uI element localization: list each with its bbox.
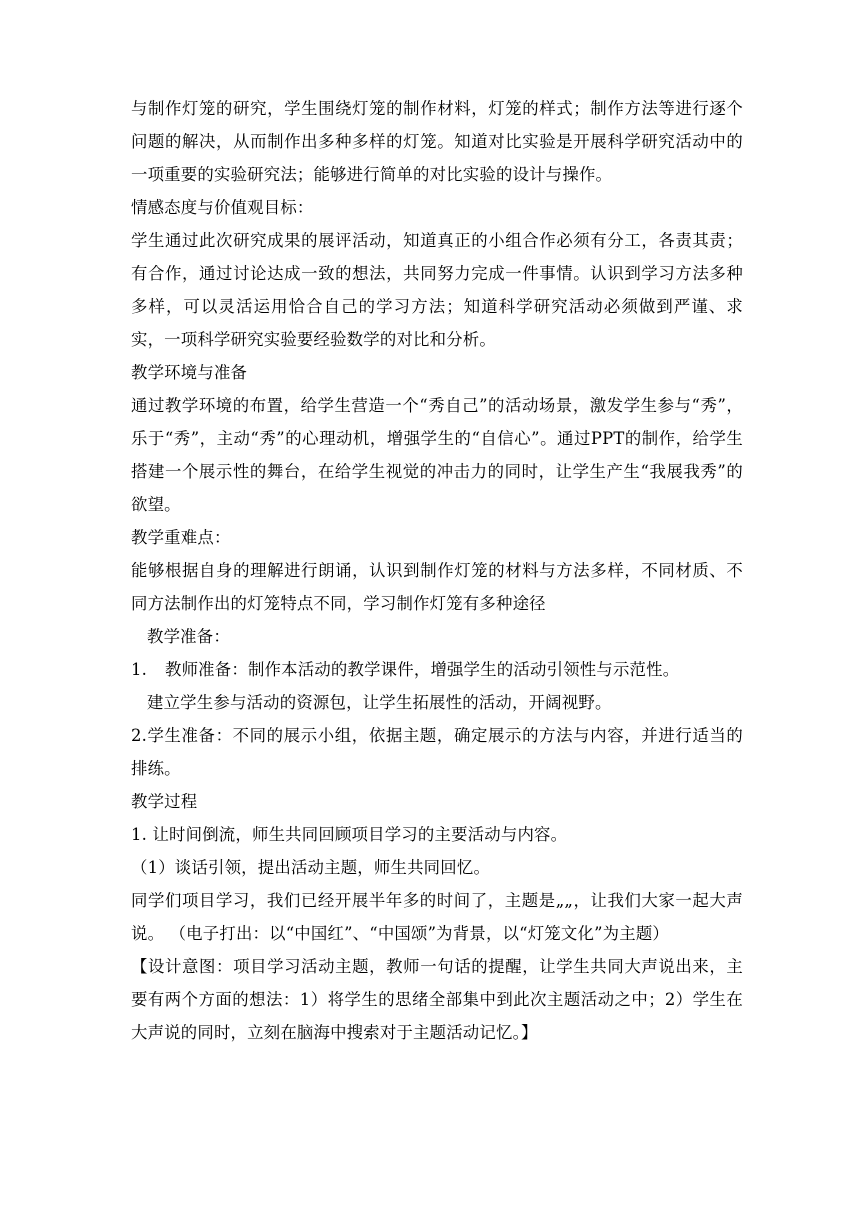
list-number: 1. bbox=[131, 660, 148, 679]
paragraph-step-one: 1. 让时间倒流，师生共同回顾项目学习的主要活动与内容。 bbox=[131, 825, 568, 844]
heading-key-difficulties: 教学重难点： bbox=[131, 528, 231, 547]
paragraph-emotion-values: 学生通过此次研究成果的展评活动，知道真正的小组合作必须有分工，各责其责；有合作，通过讨论达成一致的想法，共同努力完成一件事情。认识到学习方法多种多样，可以灵活运用恰合自己的学习方法；知道科学研究活动必须做到严谨、求实，一项科学研究实验要经验数学的对比和分析。 bbox=[131, 231, 743, 349]
heading-emotion-values: 情感态度与价值观目标： bbox=[131, 198, 314, 217]
heading-teaching-process: 教学过程 bbox=[131, 792, 198, 811]
paragraph-teaching-environment: 通过教学环境的布置，给学生营造一个“秀自己”的活动场景，激发学生参与“秀”，乐于“秀”，主动“秀”的心理动机，增强学生的“自信心”。通过PPT的制作，给学生搭建一个展示性的舞台，在给学生视觉的冲击力的同时，让学生产生“我展我秀”的欲望。 bbox=[131, 396, 743, 514]
paragraph-resource-pack: 建立学生参与活动的资源包，让学生拓展性的活动，开阔视野。 bbox=[147, 693, 612, 712]
list-item-text: 教师准备：制作本活动的教学课件，增强学生的活动引领性与示范性。 bbox=[165, 660, 680, 679]
paragraph-key-difficulties: 能够根据自身的理解进行朗诵，认识到制作灯笼的材料与方法多样，不同材质、不同方法制作出的灯笼特点不同，学习制作灯笼有多种途径 bbox=[131, 561, 743, 613]
heading-teaching-preparation: 教学准备： bbox=[147, 627, 230, 646]
paragraph-class-dialogue: 同学们项目学习，我们已经开展半年多的时间了，主题是„„，让我们大家一起大声说。 （电子打出：以“中国红”、“中国颂”为背景，以“灯笼文化”为主题） bbox=[131, 891, 743, 943]
paragraph-step-one-sub: （1）谈话引领，提出活动主题，师生共同回忆。 bbox=[131, 858, 491, 877]
document-page bbox=[131, 92, 743, 1049]
paragraph-design-intent: 【设计意图：项目学习活动主题，教师一句话的提醒，让学生共同大声说出来，主要有两个方面的想法：1）将学生的思绪全部集中到此次主题活动之中；2）学生在大声说的同时，立刻在脑海中搜索对于主题活动记忆。】 bbox=[131, 957, 743, 1042]
paragraph-research-goals: 与制作灯笼的研究，学生围绕灯笼的制作材料，灯笼的样式；制作方法等进行逐个问题的解决，从而制作出多种多样的灯笼。知道对比实验是开展科学研究活动中的一项重要的实验研究法；能够进行简单的对比实验的设计与操作。 bbox=[131, 99, 743, 184]
list-item-student-preparation: 2.学生准备：不同的展示小组，依据主题，确定展示的方法与内容，并进行适当的排练。 bbox=[131, 726, 743, 778]
heading-teaching-environment: 教学环境与准备 bbox=[131, 363, 248, 382]
list-item-teacher-preparation bbox=[131, 653, 743, 686]
